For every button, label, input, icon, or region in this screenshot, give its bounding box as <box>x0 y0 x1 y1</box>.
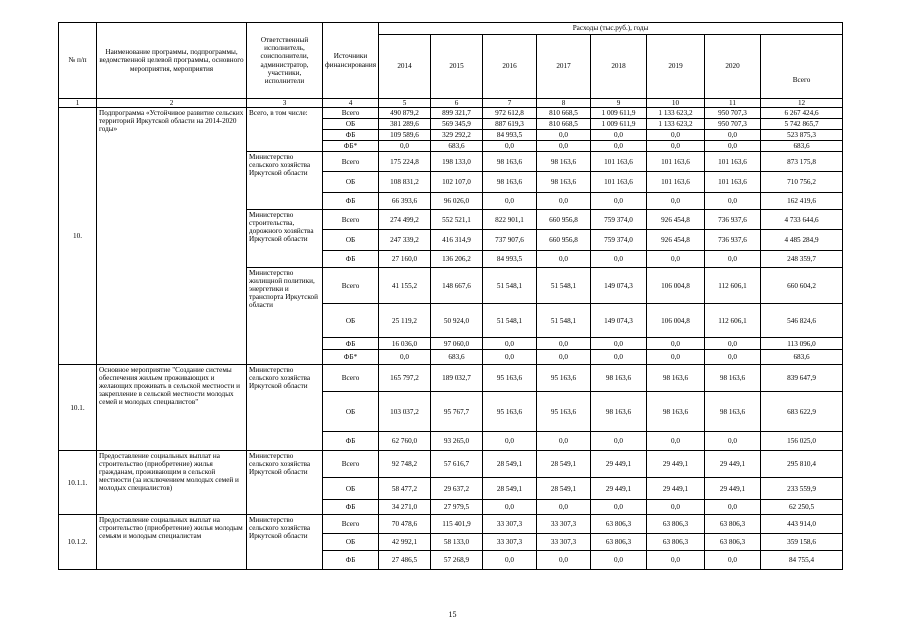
year-value: 33 307,3 <box>537 534 591 551</box>
year-value: 0,0 <box>537 141 591 152</box>
year-value: 1 009 611,9 <box>591 108 647 119</box>
year-value: 274 499,2 <box>379 210 431 230</box>
year-value: 84 993,5 <box>483 130 537 141</box>
year-value: 112 606,1 <box>705 304 761 338</box>
year-value: 0,0 <box>591 551 647 570</box>
year-value: 0,0 <box>705 432 761 451</box>
header-year: 2017 <box>537 35 591 99</box>
funding-source: ОБ <box>323 119 379 130</box>
total-value: 156 025,0 <box>761 432 843 451</box>
year-value: 887 619,3 <box>483 119 537 130</box>
total-value: 4 485 284,9 <box>761 230 843 251</box>
year-value: 98 163,6 <box>591 392 647 432</box>
year-value: 950 707,3 <box>705 119 761 130</box>
funding-source: ОБ <box>323 392 379 432</box>
year-value: 28 549,1 <box>483 451 537 478</box>
year-value: 0,0 <box>705 193 761 210</box>
year-value: 98 163,6 <box>705 392 761 432</box>
funding-source: Всего <box>323 515 379 534</box>
year-value: 381 289,6 <box>379 119 431 130</box>
year-value: 0,0 <box>591 130 647 141</box>
funding-source: ФБ* <box>323 141 379 152</box>
year-value: 0,0 <box>537 193 591 210</box>
year-value: 28 549,1 <box>483 478 537 500</box>
year-value: 0,0 <box>705 338 761 350</box>
year-value: 0,0 <box>647 338 705 350</box>
year-value: 0,0 <box>647 193 705 210</box>
total-value: 295 810,4 <box>761 451 843 478</box>
year-value: 63 806,3 <box>591 534 647 551</box>
total-value: 113 096,0 <box>761 338 843 350</box>
year-value: 63 806,3 <box>705 534 761 551</box>
year-value: 926 454,8 <box>647 210 705 230</box>
year-value: 0,0 <box>591 141 647 152</box>
year-value: 0,0 <box>537 551 591 570</box>
year-value: 0,0 <box>483 500 537 515</box>
year-value: 1 133 623,2 <box>647 119 705 130</box>
total-value: 233 559,9 <box>761 478 843 500</box>
year-value: 0,0 <box>705 551 761 570</box>
program-name: Основное мероприятие "Создание системы обеспечения жильем проживающих и желающих проживать в сельской местности и закрепление в сельской местности молодых семей и молодых специалистов" <box>97 365 247 451</box>
year-value: 660 956,8 <box>537 230 591 251</box>
funding-source: Всего <box>323 365 379 392</box>
year-value: 27 160,0 <box>379 251 431 268</box>
year-value: 29 449,1 <box>591 478 647 500</box>
total-value: 683,6 <box>761 350 843 365</box>
total-value: 62 250,5 <box>761 500 843 515</box>
year-value: 96 026,0 <box>431 193 483 210</box>
executor: Министерство сельского хозяйства Иркутской области <box>247 152 323 210</box>
year-value: 0,0 <box>483 432 537 451</box>
year-value: 92 748,2 <box>379 451 431 478</box>
funding-source: ФБ <box>323 130 379 141</box>
year-value: 0,0 <box>537 432 591 451</box>
year-value: 0,0 <box>483 350 537 365</box>
year-value: 106 004,8 <box>647 268 705 304</box>
funding-source: ФБ <box>323 551 379 570</box>
column-number: 8 <box>537 99 591 108</box>
year-value: 29 449,1 <box>705 478 761 500</box>
year-value: 57 616,7 <box>431 451 483 478</box>
year-value: 0,0 <box>591 500 647 515</box>
program-name: Подпрограмма «Устойчивое развитие сельских территорий Иркутской области на 2014-2020 годы» <box>97 108 247 365</box>
year-value: 1 133 623,2 <box>647 108 705 119</box>
year-value: 101 163,6 <box>591 172 647 193</box>
funding-source: Всего <box>323 210 379 230</box>
year-value: 972 612,8 <box>483 108 537 119</box>
column-number: 2 <box>97 99 247 108</box>
year-value: 33 307,3 <box>537 515 591 534</box>
executor: Министерство строительства, дорожного хозяйства Иркутской области <box>247 210 323 268</box>
year-value: 70 478,6 <box>379 515 431 534</box>
year-value: 490 879,2 <box>379 108 431 119</box>
year-value: 759 374,0 <box>591 230 647 251</box>
year-value: 0,0 <box>379 141 431 152</box>
year-value: 0,0 <box>647 141 705 152</box>
row-number: 10.1.1. <box>59 451 97 515</box>
table-body <box>59 23 843 570</box>
year-value: 63 806,3 <box>647 534 705 551</box>
year-value: 148 667,6 <box>431 268 483 304</box>
year-value: 0,0 <box>591 350 647 365</box>
year-value: 0,0 <box>379 350 431 365</box>
header-source: Источники финансирования <box>323 23 379 99</box>
year-value: 62 760,0 <box>379 432 431 451</box>
column-number: 9 <box>591 99 647 108</box>
executor: Министерство сельского хозяйства Иркутской области <box>247 451 323 515</box>
year-value: 149 074,3 <box>591 304 647 338</box>
document-page <box>58 22 842 570</box>
year-value: 0,0 <box>483 338 537 350</box>
year-value: 58 477,2 <box>379 478 431 500</box>
funding-source: ОБ <box>323 172 379 193</box>
year-value: 95 767,7 <box>431 392 483 432</box>
year-value: 98 163,6 <box>647 365 705 392</box>
year-value: 63 806,3 <box>705 515 761 534</box>
year-value: 329 292,2 <box>431 130 483 141</box>
year-value: 736 937,6 <box>705 230 761 251</box>
executor: Всего, в том числе: <box>247 108 323 152</box>
executor: Министерство сельского хозяйства Иркутской области <box>247 515 323 570</box>
column-number: 5 <box>379 99 431 108</box>
year-value: 27 486,5 <box>379 551 431 570</box>
year-value: 0,0 <box>705 500 761 515</box>
year-value: 95 163,6 <box>483 365 537 392</box>
executor: Министерство жилищной политики, энергетики и транспорта Иркутской области <box>247 268 323 365</box>
table-row <box>59 365 843 392</box>
year-value: 25 119,2 <box>379 304 431 338</box>
year-value: 247 339,2 <box>379 230 431 251</box>
executor: Министерство сельского хозяйства Иркутской области <box>247 365 323 451</box>
year-value: 101 163,6 <box>705 152 761 172</box>
header-executor: Ответственный исполнитель, соисполнители, администратор, участники, исполнители <box>247 23 323 99</box>
funding-source: ФБ <box>323 500 379 515</box>
year-value: 58 133,0 <box>431 534 483 551</box>
year-value: 27 979,5 <box>431 500 483 515</box>
year-value: 683,6 <box>431 350 483 365</box>
year-value: 41 155,2 <box>379 268 431 304</box>
total-value: 162 419,6 <box>761 193 843 210</box>
year-value: 0,0 <box>591 338 647 350</box>
year-value: 16 036,0 <box>379 338 431 350</box>
funding-source: ФБ <box>323 432 379 451</box>
year-value: 101 163,6 <box>647 152 705 172</box>
year-value: 552 521,1 <box>431 210 483 230</box>
year-value: 737 907,6 <box>483 230 537 251</box>
year-value: 0,0 <box>591 193 647 210</box>
year-value: 149 074,3 <box>591 268 647 304</box>
column-number: 3 <box>247 99 323 108</box>
column-number: 12 <box>761 99 843 108</box>
year-value: 0,0 <box>537 500 591 515</box>
year-value: 0,0 <box>647 251 705 268</box>
column-numbers-row <box>59 99 843 108</box>
year-value: 101 163,6 <box>647 172 705 193</box>
year-value: 98 163,6 <box>537 152 591 172</box>
column-number: 10 <box>647 99 705 108</box>
header-year: 2016 <box>483 35 537 99</box>
year-value: 0,0 <box>483 193 537 210</box>
year-value: 0,0 <box>537 350 591 365</box>
header-total: Всего <box>761 35 843 99</box>
year-value: 926 454,8 <box>647 230 705 251</box>
program-name: Предоставление социальных выплат на строительство (приобретение) жилья молодым семьям и молодым специалистам <box>97 515 247 570</box>
column-number: 1 <box>59 99 97 108</box>
year-value: 1 009 611,9 <box>591 119 647 130</box>
header-year: 2018 <box>591 35 647 99</box>
funding-source: Всего <box>323 108 379 119</box>
year-value: 95 163,6 <box>483 392 537 432</box>
year-value: 0,0 <box>705 141 761 152</box>
year-value: 136 206,2 <box>431 251 483 268</box>
funding-source: ФБ <box>323 251 379 268</box>
year-value: 29 449,1 <box>647 478 705 500</box>
year-value: 0,0 <box>483 141 537 152</box>
funding-source: Всего <box>323 268 379 304</box>
year-value: 103 037,2 <box>379 392 431 432</box>
total-value: 84 755,4 <box>761 551 843 570</box>
row-number: 10.1.2. <box>59 515 97 570</box>
total-value: 5 742 865,7 <box>761 119 843 130</box>
header-year: 2014 <box>379 35 431 99</box>
year-value: 98 163,6 <box>591 365 647 392</box>
total-value: 683,6 <box>761 141 843 152</box>
year-value: 98 163,6 <box>647 392 705 432</box>
year-value: 97 060,0 <box>431 338 483 350</box>
year-value: 0,0 <box>591 251 647 268</box>
funding-source: ОБ <box>323 230 379 251</box>
year-value: 106 004,8 <box>647 304 705 338</box>
year-value: 189 032,7 <box>431 365 483 392</box>
year-value: 950 707,3 <box>705 108 761 119</box>
year-value: 165 797,2 <box>379 365 431 392</box>
year-value: 112 606,1 <box>705 268 761 304</box>
year-value: 822 901,1 <box>483 210 537 230</box>
year-value: 95 163,6 <box>537 392 591 432</box>
funding-source: ОБ <box>323 478 379 500</box>
year-value: 28 549,1 <box>537 451 591 478</box>
year-value: 175 224,8 <box>379 152 431 172</box>
year-value: 416 314,9 <box>431 230 483 251</box>
column-number: 11 <box>705 99 761 108</box>
total-value: 6 267 424,6 <box>761 108 843 119</box>
year-value: 29 449,1 <box>705 451 761 478</box>
year-value: 29 449,1 <box>591 451 647 478</box>
year-value: 63 806,3 <box>647 515 705 534</box>
total-value: 523 875,3 <box>761 130 843 141</box>
year-value: 98 163,6 <box>705 365 761 392</box>
year-value: 683,6 <box>431 141 483 152</box>
funding-source: Всего <box>323 152 379 172</box>
year-value: 0,0 <box>705 350 761 365</box>
total-value: 359 158,6 <box>761 534 843 551</box>
funding-source: ФБ* <box>323 350 379 365</box>
year-value: 0,0 <box>647 350 705 365</box>
year-value: 899 321,7 <box>431 108 483 119</box>
year-value: 109 589,6 <box>379 130 431 141</box>
year-value: 101 163,6 <box>591 152 647 172</box>
header-costs: Расходы (тыс.руб.), годы <box>379 23 843 35</box>
total-value: 710 756,2 <box>761 172 843 193</box>
table-row <box>59 515 843 534</box>
year-value: 50 924,0 <box>431 304 483 338</box>
year-value: 0,0 <box>591 432 647 451</box>
column-number: 7 <box>483 99 537 108</box>
year-value: 28 549,1 <box>537 478 591 500</box>
year-value: 84 993,5 <box>483 251 537 268</box>
year-value: 0,0 <box>705 251 761 268</box>
expenditure-table <box>58 22 843 570</box>
row-number: 10.1. <box>59 365 97 451</box>
year-value: 98 163,6 <box>483 172 537 193</box>
year-value: 0,0 <box>647 130 705 141</box>
year-value: 0,0 <box>537 251 591 268</box>
year-value: 102 107,0 <box>431 172 483 193</box>
column-number: 4 <box>323 99 379 108</box>
page-number: 15 <box>448 610 457 619</box>
year-value: 810 668,5 <box>537 108 591 119</box>
funding-source: ФБ <box>323 193 379 210</box>
year-value: 51 548,1 <box>537 268 591 304</box>
year-value: 736 937,6 <box>705 210 761 230</box>
header-year: 2020 <box>705 35 761 99</box>
total-value: 683 622,9 <box>761 392 843 432</box>
year-value: 33 307,3 <box>483 534 537 551</box>
program-name: Предоставление социальных выплат на строительство (приобретение) жилья гражданам, проживающим в сельской местности (за исключением молодых семей и молодых специалистов) <box>97 451 247 515</box>
year-value: 51 548,1 <box>483 304 537 338</box>
year-value: 42 992,1 <box>379 534 431 551</box>
funding-source: ФБ <box>323 338 379 350</box>
year-value: 0,0 <box>483 551 537 570</box>
year-value: 33 307,3 <box>483 515 537 534</box>
year-value: 29 449,1 <box>647 451 705 478</box>
total-value: 443 914,0 <box>761 515 843 534</box>
table-row <box>59 108 843 119</box>
year-value: 0,0 <box>705 130 761 141</box>
year-value: 51 548,1 <box>537 304 591 338</box>
total-value: 660 604,2 <box>761 268 843 304</box>
header-year: 2019 <box>647 35 705 99</box>
total-value: 248 359,7 <box>761 251 843 268</box>
year-value: 108 831,2 <box>379 172 431 193</box>
year-value: 0,0 <box>537 130 591 141</box>
total-value: 873 175,8 <box>761 152 843 172</box>
header-year: 2015 <box>431 35 483 99</box>
year-value: 57 268,9 <box>431 551 483 570</box>
year-value: 101 163,6 <box>705 172 761 193</box>
year-value: 98 163,6 <box>483 152 537 172</box>
year-value: 29 637,2 <box>431 478 483 500</box>
year-value: 93 265,0 <box>431 432 483 451</box>
year-value: 66 393,6 <box>379 193 431 210</box>
year-value: 0,0 <box>537 338 591 350</box>
funding-source: Всего <box>323 451 379 478</box>
year-value: 0,0 <box>647 500 705 515</box>
total-value: 546 824,6 <box>761 304 843 338</box>
year-value: 198 133,0 <box>431 152 483 172</box>
year-value: 0,0 <box>647 551 705 570</box>
table-row <box>59 451 843 478</box>
year-value: 0,0 <box>647 432 705 451</box>
year-value: 95 163,6 <box>537 365 591 392</box>
total-value: 839 647,9 <box>761 365 843 392</box>
column-number: 6 <box>431 99 483 108</box>
year-value: 51 548,1 <box>483 268 537 304</box>
year-value: 569 345,9 <box>431 119 483 130</box>
year-value: 810 668,5 <box>537 119 591 130</box>
year-value: 115 401,9 <box>431 515 483 534</box>
header-num: № п/п <box>59 23 97 99</box>
row-number: 10. <box>59 108 97 365</box>
year-value: 660 956,8 <box>537 210 591 230</box>
header-name: Наименование программы, подпрограммы, ведомственной целевой программы, основного мероприятия, мероприятия <box>97 23 247 99</box>
year-value: 63 806,3 <box>591 515 647 534</box>
funding-source: ОБ <box>323 304 379 338</box>
year-value: 759 374,0 <box>591 210 647 230</box>
total-value: 4 733 644,6 <box>761 210 843 230</box>
year-value: 98 163,6 <box>537 172 591 193</box>
year-value: 34 271,0 <box>379 500 431 515</box>
funding-source: ОБ <box>323 534 379 551</box>
